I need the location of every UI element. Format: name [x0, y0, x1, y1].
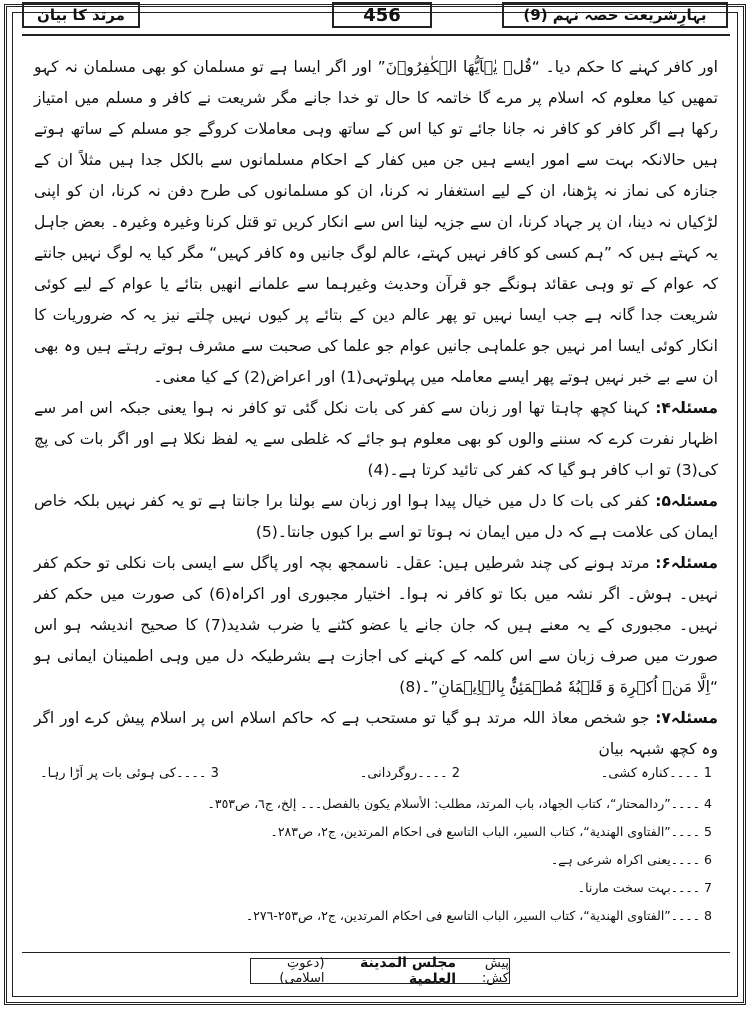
masala-6 — [34, 548, 718, 703]
masala-label: مسئلہ۷: — [655, 709, 718, 727]
masala-label: مسئلہ۴: — [655, 399, 718, 417]
footnote: 5 ۔۔۔۔”الفتاوی الهندية“، کتاب السير، الباب التاسع فی احکام المرتدين، ج٢، ص٢٨٣۔ — [270, 824, 712, 839]
masala-text: کفر کی بات کا دل میں خیال پیدا ہوا اور زبان سے بولنا برا جانتا ہے تو یہ کفر نہیں بلکہ خاص ایمان کی علامت ہے کہ دل میں ایمان نہ ہوتا تو اسے برا کیوں جانتا۔(5) — [34, 492, 718, 541]
page-number: 456 — [332, 2, 432, 28]
page-footer — [0, 952, 752, 992]
chapter-title: مرتد کا بیان — [22, 2, 140, 28]
book-title: بہارِشریعت حصہ نہم (9) — [502, 2, 728, 28]
masala-7 — [34, 703, 718, 765]
publisher-box — [250, 955, 510, 987]
footnote: 7 ۔۔۔۔بہت سخت مارنا۔ — [577, 880, 712, 895]
page-header — [22, 0, 730, 34]
footnotes-section — [40, 766, 712, 930]
masala-5 — [34, 486, 718, 548]
masala-text: کہنا کچھ چاہتا تھا اور زبان سے کفر کی بات نکل گئی تو کافر نہ ہوا یعنی جبکہ اس امر سے اظہار نفرت کرے کہ سننے والوں کو بھی معلوم ہو جائے کہ غلطی سے یہ لفظ نکلا ہے اور اگر بات کی پچ کی(3) تو اب کافر ہو گیا کہ کفر کی تائید کرتا ہے۔(4) — [34, 399, 718, 479]
glossary-item: 3 ۔۔۔۔کی ہوئی بات پر اَڑا رہا۔ — [40, 766, 219, 781]
publisher-name: مجلس المدینة العلمیة — [359, 955, 457, 987]
footer-rule — [22, 952, 730, 953]
header-rule — [22, 34, 730, 36]
publisher-suffix: (دعوتِ اسلامی) — [279, 956, 325, 986]
footnote: 6 ۔۔۔۔یعنی اکراہ شرعی ہے۔ — [550, 852, 712, 867]
masala-label: مسئلہ۶: — [655, 554, 718, 572]
glossary-item: 2 ۔۔۔۔روگردانی۔ — [359, 766, 460, 781]
intro-paragraph: اور کافر کہنے کا حکم دیا۔ “قُلۡ یٰۤاَیُّهَا الۡکٰفِرُوۡنَ” اور اگر ایسا ہے تو مسلمان کو بھی مسلمان نہ کہو تمھیں کیا معلوم کہ اسلام پر مرے گا خاتمہ کا حال تو خدا جانے مگر شریعت نے کافر و مسلم میں امتیاز رکھا ہے اگر کافر کو کافر نہ جانا جائے تو کیا اس کے ساتھ وہی معاملات کروگے جو مسلم کے ساتھ ہوتے ہیں حالانکہ بہت سے امور ایسے ہیں جن میں کفار کے احکام مسلمانوں سے بالکل جدا ہیں مثلاً ان کے جنازہ کی نماز نہ پڑھنا، ان کے لیے استغفار نہ کرنا، ان کو مسلمانوں کی طرح دفن نہ کرنا، ان کو اپنی لڑکیاں نہ دینا، ان پر جہاد کرنا، ان سے جزیہ لینا اس سے انکار کریں تو قتل کرنا وغیرہ وغیرہ۔ بعض جاہل یہ کہتے ہیں کہ ”ہم کسی کو کافر نہیں کہتے، عالم لوگ جانیں وہ کافر کہیں“ مگر کیا یہ لوگ نہیں جانتے کہ عوام کے تو وہی عقائد ہونگے جو قرآن وحدیث وغیرہما سے علمانے انھیں بتائے یا عوام کے لیے کوئی شریعت جدا گانہ ہے جب ایسا نہیں تو پھر عالم دین کے بتائے پر کیوں نہیں چلتے نیز یہ کہ ضروریات کا انکار کوئی ایسا امر نہیں جو علماہی جانیں عوام جو علما کی صحبت سے مشرف ہوتے رہتے ہیں وہ بھی ان سے بے خبر نہیں ہوتے پھر ایسے معاملہ میں پہلوتہی(1) اور اعراض(2) کے کیا معنی۔ — [34, 58, 718, 386]
masala-text: جو شخص معاذ اللہ مرتد ہو گیا تو مستحب ہے کہ حاکم اسلام اس پر اسلام پیش کرے اور اگر وہ کچھ شبہہ بیان — [34, 709, 718, 758]
footnote: 8 ۔۔۔۔”الفتاوی الهندية“، کتاب السير، الباب التاسع فی احکام المرتدين، ج٢، ص٢٥٣-٢٧٦۔ — [245, 908, 712, 923]
masala-text: مرتد ہونے کی چند شرطیں ہیں: عقل۔ ناسمجھ بچہ اور پاگل سے ایسی بات نکلی تو حکم کفر نہیں۔ ہوش۔ اگر نشہ میں بکا تو کافر نہ ہوا۔ اختیار مجبوری اور اکراہ(6) کی صورت میں حکم کفر نہیں۔ مجبوری کے یہ معنے ہیں کہ جان جانے یا عضو کٹنے یا ضرب شدید(7) کا صحیح اندیشہ ہو اس صورت میں صرف زبان سے اس کلمہ کے کہنے کی اجازت ہے بشرطیکہ دل میں وہی اطمینان ایمانی ہو “اِلَّا مَنۡ اُکۡرِهَ وَ قَلۡبُهٗ مُطۡمَئِنٌّۢ بِالۡاِیۡمَانِ”۔(8) — [34, 554, 719, 696]
main-text — [34, 52, 718, 765]
masala-4 — [34, 393, 718, 486]
masala-label: مسئلہ۵: — [655, 492, 719, 510]
glossary-row — [40, 766, 712, 790]
footnote: 4 ۔۔۔۔”ردالمحتار“، کتاب الجهاد، باب المرتد، مطلب: الأسلام يكون بالفصل۔۔۔ إلخ، ج٦، ص٣٥٣۔ — [207, 796, 712, 811]
publisher-prefix: پیش کش: — [481, 956, 509, 986]
glossary-item: 1 ۔۔۔۔کنارہ کشی۔ — [600, 766, 712, 781]
